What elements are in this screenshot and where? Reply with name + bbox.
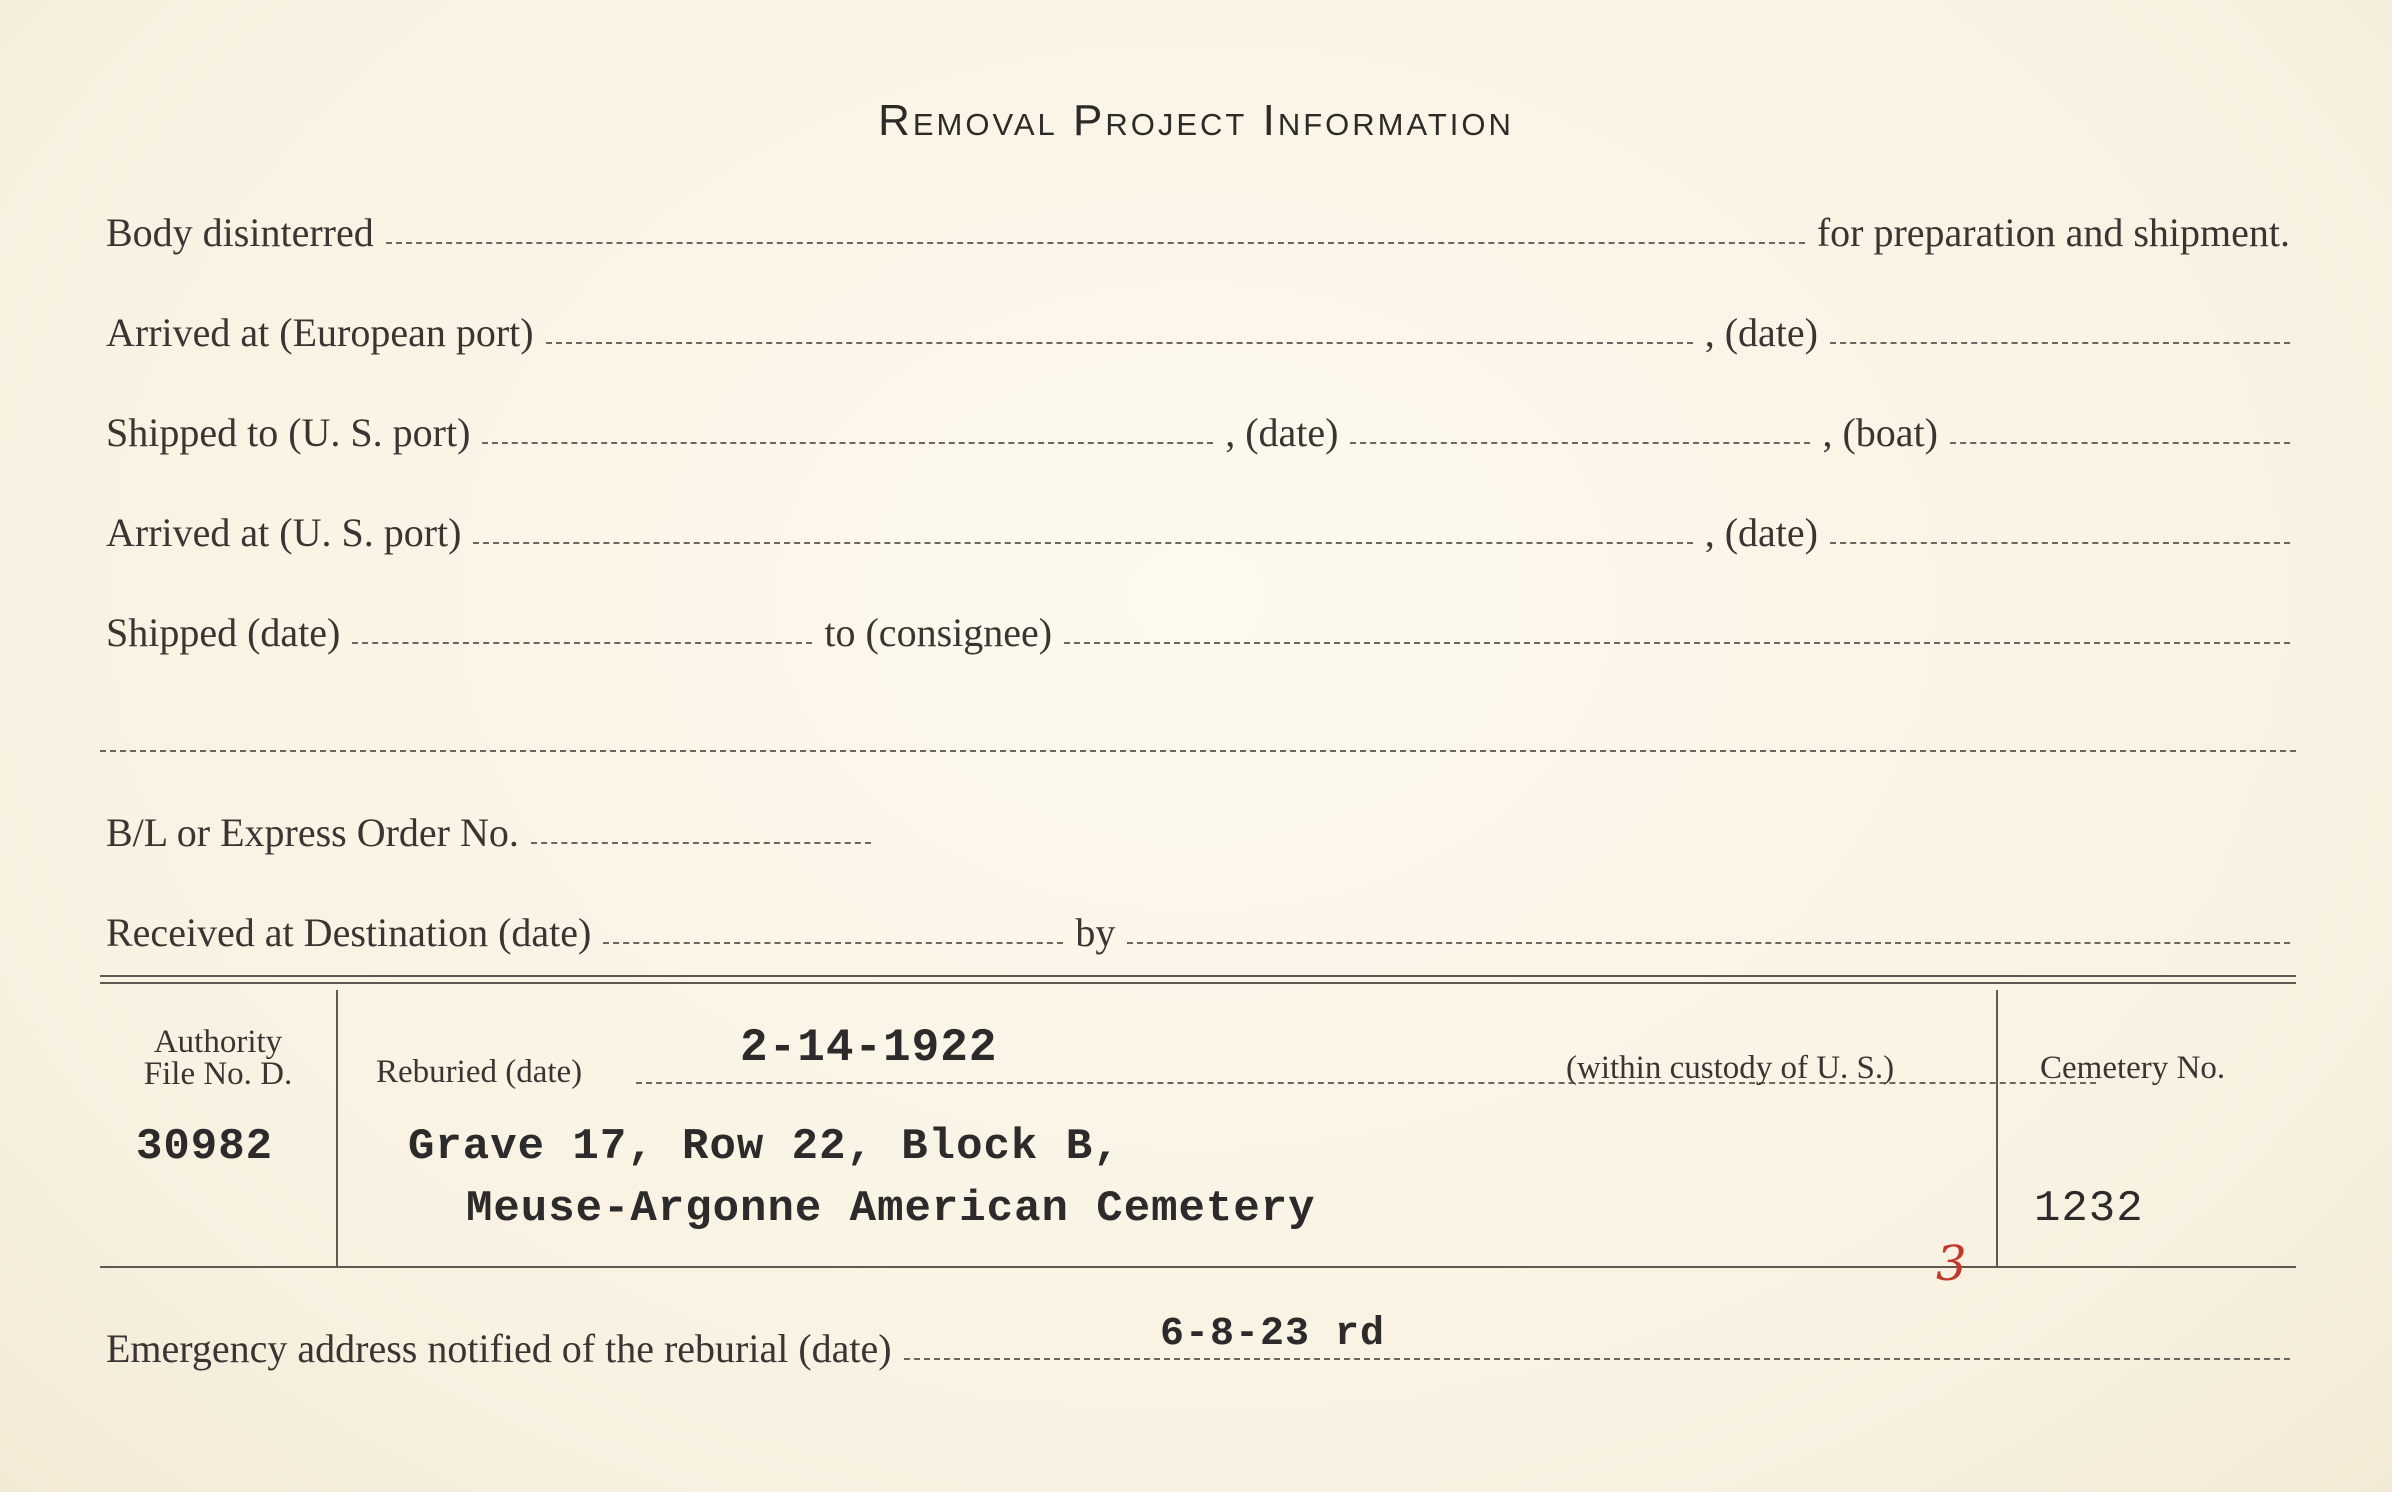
row-received [100,900,2296,956]
shipped-date-field [1350,442,1810,444]
emergency-date-value: 6-8-23 rd [1160,1312,1386,1357]
arrived-us-label: Arrived at (U. S. port) [106,510,462,555]
row-arrived-us [100,500,2296,556]
received-by-field [1127,942,2290,944]
body-disinterred-label: Body disinterred [106,210,374,255]
arrived-us-date-label: , (date) [1704,510,1818,555]
arrived-us-port-field [473,542,1692,544]
authority-label: Authority [153,1024,283,1060]
table-top-rule [100,975,2296,984]
emergency-date-field [904,1358,2290,1360]
grave-location-line-1: Grave 17, Row 22, Block B, [408,1122,1121,1172]
consignee-field [1064,642,2290,644]
cemetery-no-label: Cemetery No. [2040,1050,2226,1086]
european-date-label: , (date) [1704,310,1818,355]
us-port-field [482,442,1213,444]
table-divider-right [1996,990,1998,1266]
shipped-date-label: , (date) [1225,410,1339,455]
by-label: by [1075,910,1116,955]
row-shipped-date [100,600,2296,656]
reburied-label: Reburied (date) [376,1054,583,1090]
received-label: Received at Destination (date) [106,910,592,955]
cemetery-no-value: 1232 [2034,1184,2144,1234]
row-bl-order [100,800,2296,856]
boat-field [1950,442,2290,444]
preparation-shipment-label: for preparation and shipment. [1816,210,2290,255]
row-body-disinterred [100,200,2296,256]
shipped-date-main-field [352,642,812,644]
reburied-date-value: 2-14-1922 [740,1022,998,1074]
body-disinterred-field [386,242,1805,244]
consignee-label: to (consignee) [824,610,1053,655]
bl-order-label: B/L or Express Order No. [106,810,519,855]
emergency-label: Emergency address notified of the reburial (date) [106,1326,892,1371]
file-no-label: File No. D. [143,1056,293,1092]
arrived-us-date-field [1830,542,2290,544]
arrived-european-label: Arrived at (European port) [106,310,534,355]
boat-label: , (boat) [1822,410,1938,455]
row-shipped-to-us [100,400,2296,456]
custody-label: (within custody of U. S.) [1566,1050,1895,1086]
table-divider-left [336,990,338,1266]
received-date-field [603,942,1063,944]
consignee-continuation-line [100,750,2296,752]
red-handwritten-mark: 3 [1936,1236,1967,1292]
table-bottom-rule [100,1266,2296,1268]
bl-order-field [531,842,871,844]
european-date-field [1830,342,2290,344]
shipped-date-main-label: Shipped (date) [106,610,341,655]
card-title: Removal Project Information [878,96,1514,145]
shipped-to-us-label: Shipped to (U. S. port) [106,410,471,455]
authority-file-value: 30982 [136,1122,274,1172]
row-arrived-european [100,300,2296,356]
european-port-field [546,342,1693,344]
grave-location-line-2: Meuse-Argonne American Cemetery [466,1184,1316,1234]
